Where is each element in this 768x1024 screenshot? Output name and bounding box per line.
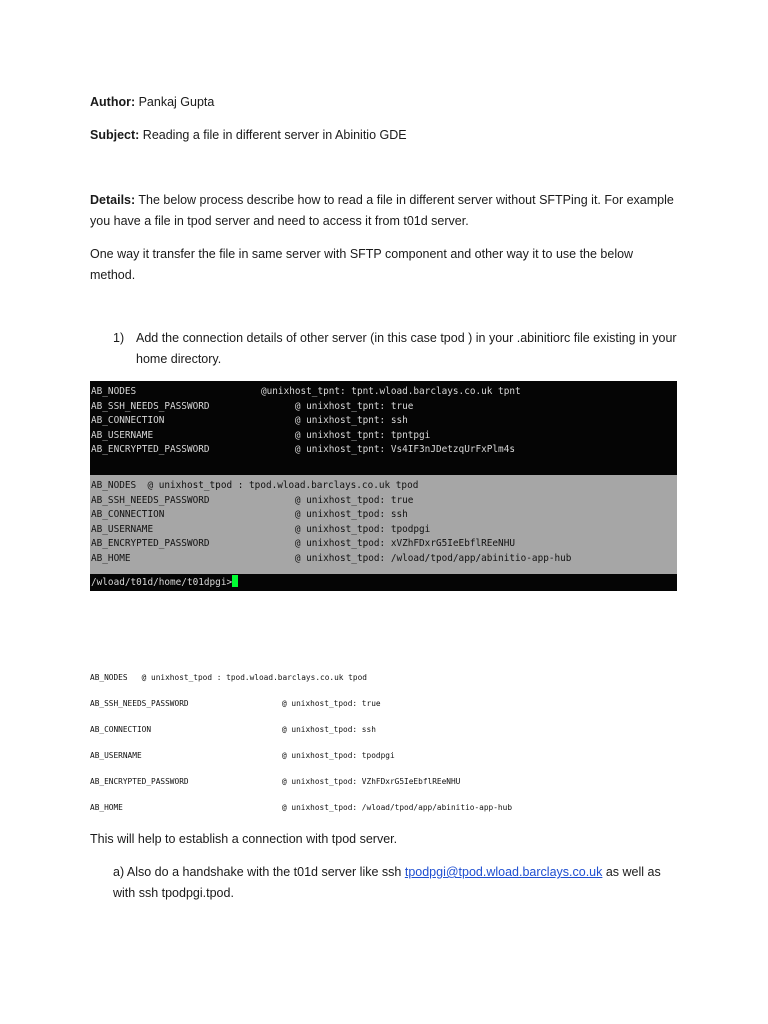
config-line xyxy=(90,802,690,814)
terminal-key: AB_SSH_NEEDS_PASSWORD xyxy=(91,400,210,412)
config-key: AB_ENCRYPTED_PASSWORD xyxy=(90,777,189,786)
terminal-value: @ unixhost_tpnt: tpntpgi xyxy=(261,429,431,441)
config-key: AB_HOME xyxy=(90,803,123,812)
terminal-key: AB_CONNECTION xyxy=(91,509,165,521)
config-key: AB_CONNECTION xyxy=(90,725,152,734)
terminal-key: AB_SSH_NEEDS_PASSWORD xyxy=(91,494,210,506)
step-a-after: as well as with ssh tpodpgi.tpod. xyxy=(113,865,661,900)
terminal-key: AB_USERNAME xyxy=(91,429,154,441)
config-value: @ unixhost_tpod: VZhFDxrG5IeEbflREeNHU xyxy=(282,777,461,786)
terminal-key: AB_ENCRYPTED_PASSWORD xyxy=(91,538,210,550)
terminal-line: AB_NODES @ unixhost_tpod : tpod.wload.barclays.co.uk tpod xyxy=(91,480,419,491)
terminal-value: @ unixhost_tpnt: true xyxy=(261,400,414,412)
terminal-key: AB_CONNECTION xyxy=(91,415,165,427)
details-label: Details: xyxy=(90,193,136,207)
author-label: Author: xyxy=(90,95,136,109)
details-paragraph xyxy=(90,190,680,232)
terminal-line xyxy=(91,523,677,538)
terminal-tpnt-block xyxy=(90,381,677,475)
terminal-value: @ unixhost_tpod: /wload/tpod/app/abinitio-app-hub xyxy=(261,552,572,564)
terminal-value: @ unixhost_tpnt: ssh xyxy=(261,415,408,427)
terminal-prompt: /wload/t01d/home/t01dpgi> xyxy=(91,577,233,588)
author-line xyxy=(90,92,680,113)
terminal-tpod-block xyxy=(90,475,677,574)
config-line xyxy=(90,776,690,788)
config-key: AB_SSH_NEEDS_PASSWORD xyxy=(90,699,189,708)
intro-paragraph: One way it transfer the file in same server with SFTP component and other way it to use the below method. xyxy=(90,247,634,282)
terminal-line xyxy=(91,443,677,458)
terminal-value: @ unixhost_tpnt: Vs4IF3nJDetzqUrFxPlm4s xyxy=(261,444,515,456)
terminal-key: AB_HOME xyxy=(91,552,131,564)
step-a-paragraph xyxy=(113,862,680,904)
terminal-screenshot xyxy=(90,381,677,591)
terminal-line xyxy=(91,429,677,444)
terminal-line xyxy=(91,552,677,567)
step-1-item xyxy=(113,328,680,370)
config-value: @ unixhost_tpod: /wload/tpod/app/abinitio-app-hub xyxy=(282,803,513,812)
terminal-value: @unixhost_tpnt: tpnt.wload.barclays.co.uk tpnt xyxy=(261,386,521,397)
terminal-value: @ unixhost_tpod: true xyxy=(261,494,414,506)
terminal-line xyxy=(91,537,677,552)
help-text: This will help to establish a connection with tpod server. xyxy=(90,832,398,846)
config-value: @ unixhost_tpod: ssh xyxy=(282,725,376,734)
config-value: @ unixhost_tpod: tpodpgi xyxy=(282,751,395,760)
step-a-before: a) Also do a handshake with the t01d server like ssh xyxy=(113,865,405,879)
step-1-number: 1) xyxy=(113,331,125,345)
terminal-line xyxy=(91,385,677,400)
terminal-value: @ unixhost_tpod: tpodpgi xyxy=(261,523,431,535)
terminal-line xyxy=(91,494,677,509)
terminal-key: AB_USERNAME xyxy=(91,523,154,535)
terminal-key: AB_NODES xyxy=(91,386,137,397)
details-text: The below process describe how to read a file in different server without SFTPing it. For example you have a file in tpod server and need to access it from t01d server. xyxy=(90,193,674,228)
subject-line xyxy=(90,125,680,146)
config-line-nodes: AB_NODES @ unixhost_tpod : tpod.wload.barclays.co.uk tpod xyxy=(90,673,367,682)
terminal-value: @ unixhost_tpod: ssh xyxy=(261,509,408,521)
subject-label: Subject: xyxy=(90,128,140,142)
config-line xyxy=(90,750,690,762)
config-line xyxy=(90,724,690,736)
terminal-prompt-line xyxy=(90,574,677,591)
terminal-line xyxy=(91,508,677,523)
config-line xyxy=(90,698,690,710)
author-value: Pankaj Gupta xyxy=(135,95,215,109)
step-1-text: Add the connection details of other server (in this case tpod ) in your .abinitiorc file existing in your home directory. xyxy=(136,331,677,366)
terminal-value: @ unixhost_tpod: xVZhFDxrG5IeEbflREeNHU xyxy=(261,538,515,550)
subject-value: Reading a file in different server in Abinitio GDE xyxy=(139,128,407,142)
config-value: @ unixhost_tpod: true xyxy=(282,699,381,708)
terminal-cursor-icon xyxy=(232,575,238,587)
config-key: AB_USERNAME xyxy=(90,751,142,760)
ssh-address-link[interactable]: tpodpgi@tpod.wload.barclays.co.uk xyxy=(404,865,603,879)
terminal-key: AB_ENCRYPTED_PASSWORD xyxy=(91,444,210,456)
terminal-line xyxy=(91,400,677,415)
terminal-line xyxy=(91,414,677,429)
